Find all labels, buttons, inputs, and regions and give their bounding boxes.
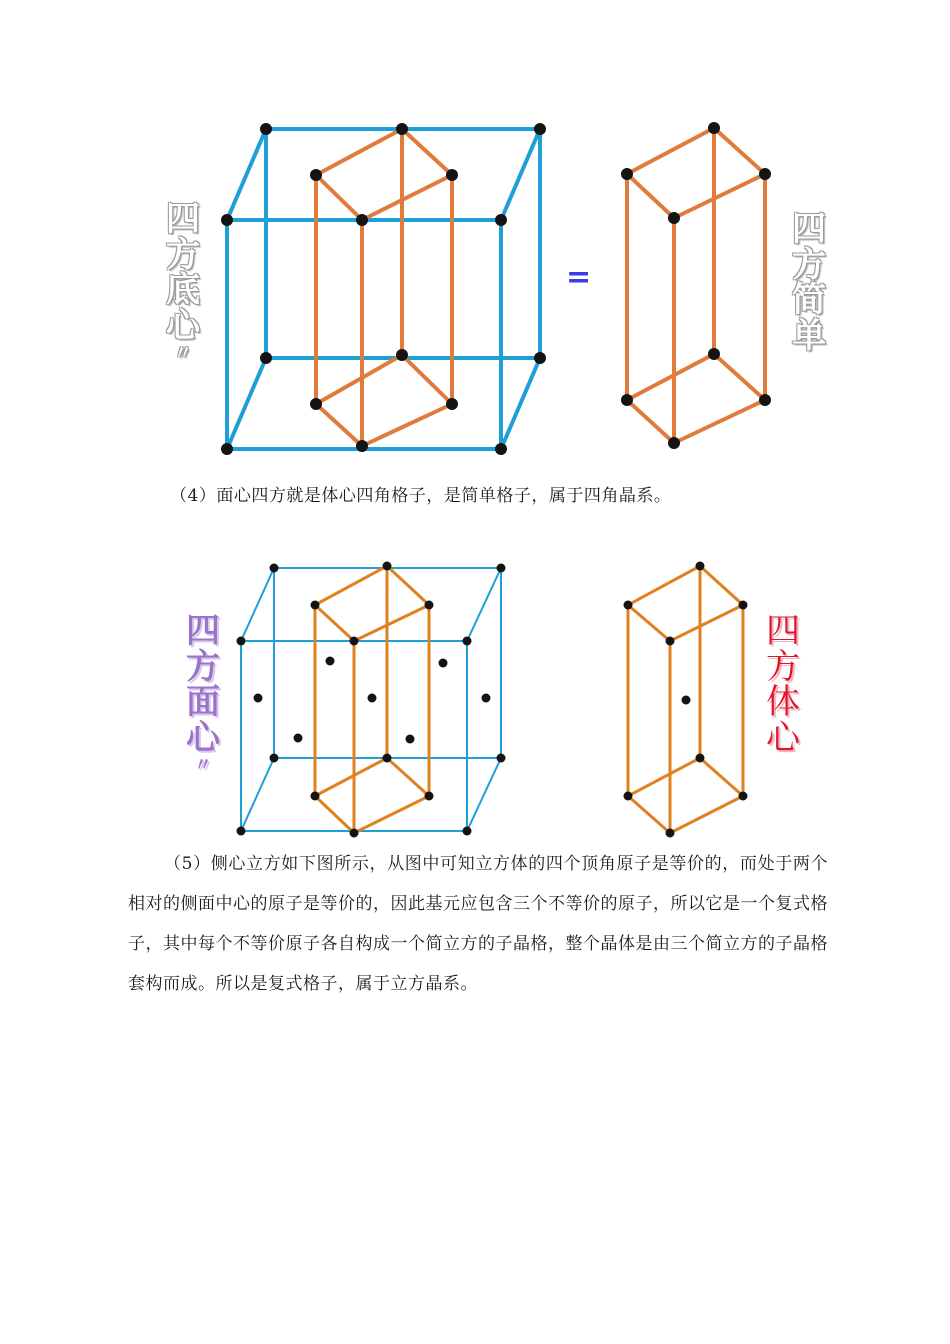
atom <box>406 735 415 744</box>
atom <box>439 659 448 668</box>
atom <box>534 123 546 135</box>
atom <box>708 122 720 134</box>
label-char: 心 <box>766 718 800 759</box>
cell-edge <box>628 796 670 833</box>
cell-edge <box>714 354 765 400</box>
atom <box>759 394 771 406</box>
atom <box>708 348 720 360</box>
atom <box>294 734 303 743</box>
cell-edge <box>700 566 743 605</box>
cube-edge <box>241 568 274 641</box>
cell-edge <box>402 355 452 404</box>
atom <box>666 829 675 838</box>
atom <box>237 827 246 836</box>
label-tetragonal-simple <box>792 209 826 357</box>
cell-edge <box>714 128 765 174</box>
atom <box>497 754 506 763</box>
atom <box>463 827 472 836</box>
cube-edge <box>227 358 266 449</box>
atom <box>739 792 748 801</box>
cell-edge <box>700 758 743 796</box>
atom <box>396 349 408 361</box>
label-char: 方 <box>792 244 826 285</box>
label-char: 方 <box>186 646 220 687</box>
atom <box>383 754 392 763</box>
cube-edge <box>467 758 501 831</box>
label-char: 简 <box>792 280 826 321</box>
cell-edge <box>315 566 387 605</box>
label-char: 心 <box>186 718 220 759</box>
cell-edge <box>670 796 743 833</box>
atom <box>311 601 320 610</box>
atom <box>310 398 322 410</box>
cell-edge <box>628 566 700 605</box>
cell-edge <box>627 174 674 218</box>
label-char: 体 <box>766 682 800 723</box>
atom <box>368 694 377 703</box>
atom <box>270 564 279 573</box>
atom <box>446 169 458 181</box>
atom <box>621 394 633 406</box>
cube-edge <box>241 758 274 831</box>
cube-edge <box>501 129 540 220</box>
atom <box>221 214 233 226</box>
paragraph-item-5: （5）侧心立方如下图所示，从图中可知立方体的四个顶角原子是等价的，而处于两个相对的侧面中心的原子是等价的，因此基元应包含三个不等价的原子，所以它是一个复式格子，其中每个不等价原子各自构成一个简立方的子晶格，整个晶体是由三个简立方的子晶格套构而成。所以是复式格子，属于立方晶系。 <box>128 854 828 994</box>
label-tetragonal-base-centered <box>166 199 200 364</box>
cell-edge <box>387 566 429 605</box>
atom <box>311 792 320 801</box>
atom <box>260 123 272 135</box>
label-char: 四 <box>792 209 826 249</box>
cell-edge <box>316 175 362 220</box>
atom <box>425 601 434 610</box>
figure-tetragonal-face-centered <box>0 548 950 848</box>
atom <box>666 637 675 646</box>
label-char: 方 <box>166 234 200 275</box>
atom <box>682 696 691 705</box>
atom <box>396 123 408 135</box>
label-char: 〃 <box>194 754 212 776</box>
atom <box>668 212 680 224</box>
lattice-diagram-2 <box>0 548 950 848</box>
atom <box>383 562 392 571</box>
cell-edge <box>627 400 674 443</box>
atom <box>237 637 246 646</box>
atom <box>759 168 771 180</box>
label-char: 四 <box>166 199 200 239</box>
equals-sign: = <box>566 260 592 295</box>
cell-edge <box>362 175 452 220</box>
atom <box>310 169 322 181</box>
atom <box>739 601 748 610</box>
label-char: 四 <box>766 611 800 651</box>
cell-edge <box>362 404 452 446</box>
label-char: 〃 <box>174 342 192 364</box>
cell-edge <box>316 129 402 175</box>
cell-edge <box>674 400 765 443</box>
atom <box>221 443 233 455</box>
atom <box>668 437 680 449</box>
cube-edge <box>227 129 266 220</box>
atom <box>624 792 633 801</box>
cell-edge <box>316 355 402 404</box>
cell-edge <box>628 758 700 796</box>
cube-edge <box>467 568 501 641</box>
cell-edge <box>627 354 714 400</box>
atom <box>624 601 633 610</box>
atom <box>356 440 368 452</box>
cube-edge <box>501 358 540 449</box>
label-char: 面 <box>186 682 220 723</box>
cell-edge <box>627 128 714 174</box>
cell-edge <box>670 605 743 641</box>
atom <box>350 637 359 646</box>
atom <box>497 564 506 573</box>
atom <box>463 637 472 646</box>
atom <box>534 352 546 364</box>
atom <box>350 829 359 838</box>
cell-edge <box>315 796 354 833</box>
atom <box>254 694 263 703</box>
cell-edge <box>315 758 387 796</box>
cell-edge <box>315 605 354 641</box>
atom <box>425 792 434 801</box>
atom <box>326 657 335 666</box>
label-tetragonal-face-centered <box>186 611 220 776</box>
atom <box>495 214 507 226</box>
atom <box>696 754 705 763</box>
label-tetragonal-body-centered <box>766 611 800 759</box>
label-char: 底 <box>166 270 200 311</box>
cell-edge <box>387 758 429 796</box>
caption-item-4: （4）面心四方就是体心四角格子，是简单格子，属于四角晶系。 <box>170 486 672 506</box>
atom <box>495 443 507 455</box>
cell-edge <box>628 605 670 641</box>
label-char: 心 <box>166 306 200 347</box>
cell-edge <box>674 174 765 218</box>
atom <box>356 214 368 226</box>
atom <box>621 168 633 180</box>
label-char: 四 <box>186 611 220 651</box>
label-char: 单 <box>792 316 826 357</box>
atom <box>270 754 279 763</box>
atom <box>482 694 491 703</box>
cell-edge <box>402 129 452 175</box>
cell-edge <box>354 605 429 641</box>
atom <box>446 398 458 410</box>
cell-edge <box>354 796 429 833</box>
cell-edge <box>316 404 362 446</box>
label-char: 方 <box>766 646 800 687</box>
atom <box>260 352 272 364</box>
atom <box>696 562 705 571</box>
figure-tetragonal-base-centered <box>0 100 950 470</box>
